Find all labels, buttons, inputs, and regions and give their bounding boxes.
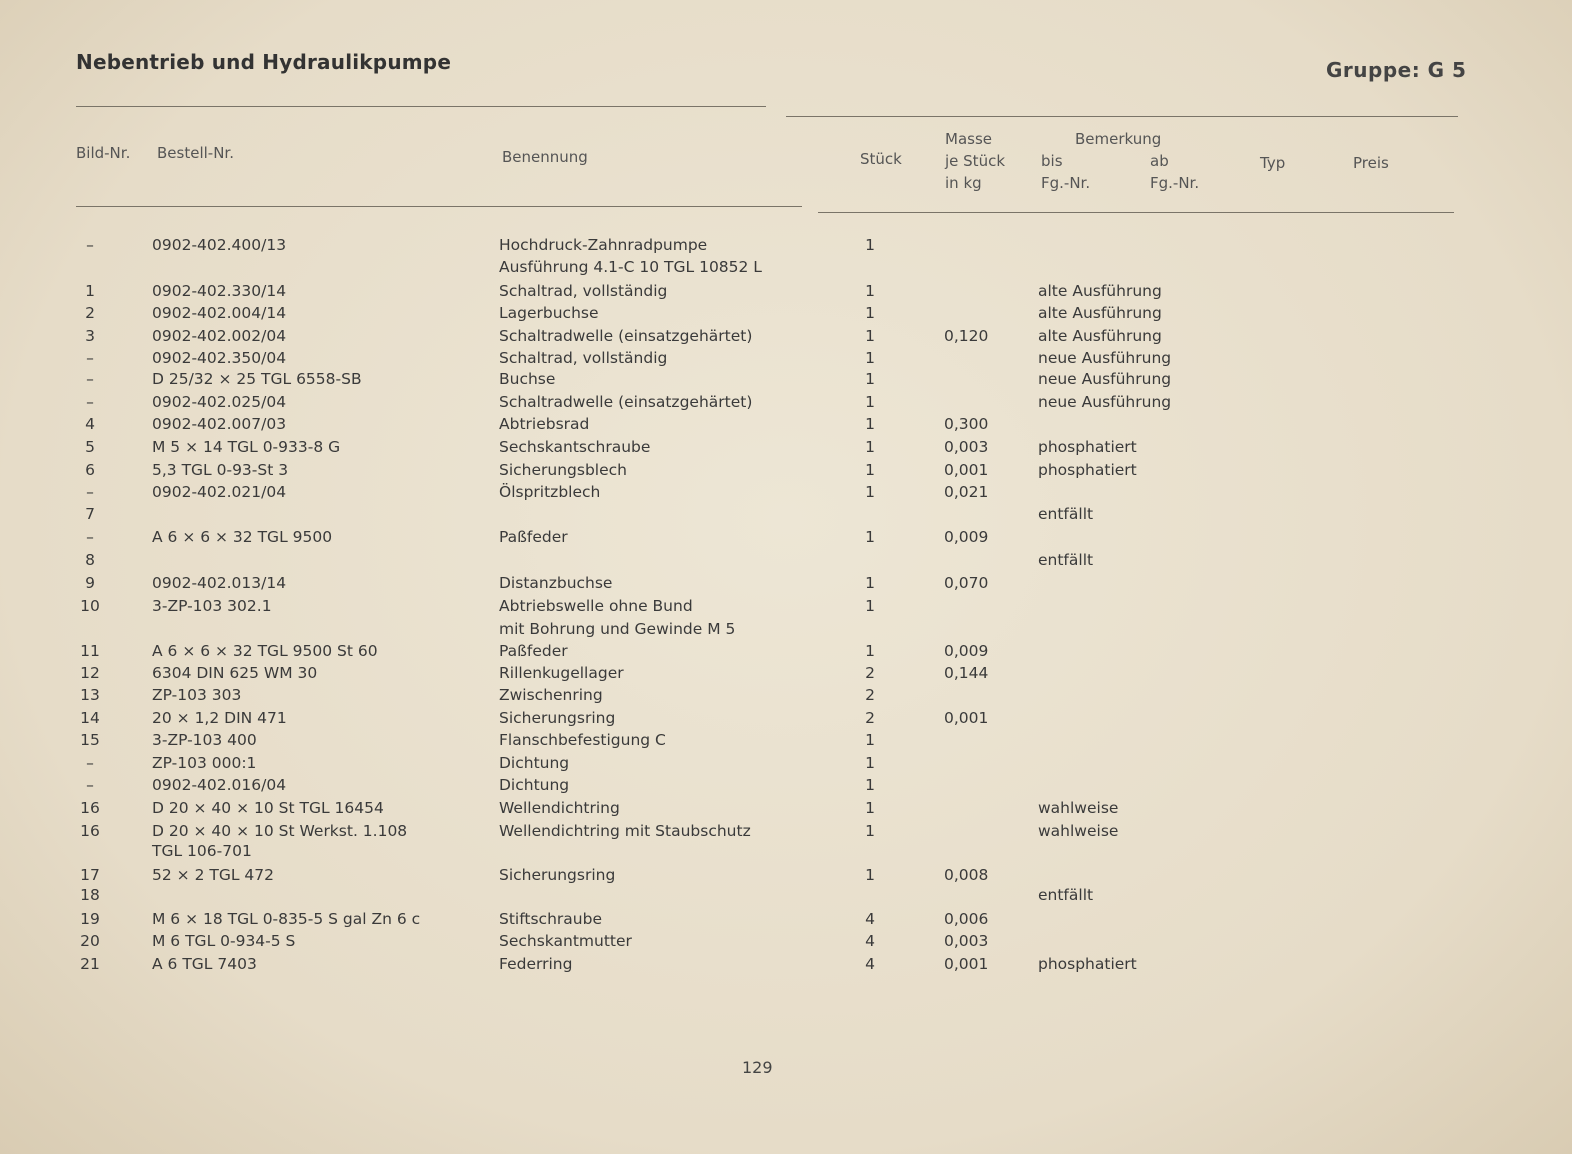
cell-stueck: 1 (865, 754, 875, 772)
cell-stueck: 1 (865, 574, 875, 592)
cell-benennung: Wellendichtring mit Staubschutz (499, 822, 751, 840)
table-row (0, 349, 1572, 371)
cell-masse: 0,006 (944, 910, 989, 928)
cell-bild: – (86, 370, 94, 388)
cell-masse: 0,300 (944, 415, 989, 433)
cell-stueck: 1 (865, 304, 875, 322)
cell-bestell-nr: 0902-402.021/04 (152, 483, 287, 501)
cell-bestell-nr: ZP-103 303 (152, 686, 242, 704)
cell-bild: 5 (85, 438, 95, 456)
table-row (0, 686, 1572, 708)
cell-bestell-nr: TGL 106-701 (152, 842, 252, 860)
cell-bild: – (86, 393, 94, 411)
page-title: Nebentrieb und Hydraulikpumpe (76, 50, 452, 74)
cell-bild: – (86, 754, 94, 772)
cell-bemerkung: neue Ausführung (1038, 393, 1172, 411)
cell-benennung: Distanzbuchse (499, 574, 613, 592)
cell-benennung: Buchse (499, 370, 556, 388)
cell-masse: 0,001 (944, 955, 989, 973)
cell-benennung: Lagerbuchse (499, 304, 599, 322)
cell-bemerkung: entfällt (1038, 886, 1094, 904)
col-header-preis: Preis (1353, 154, 1389, 172)
table-row (0, 754, 1572, 776)
cell-benennung: Wellendichtring (499, 799, 620, 817)
cell-bemerkung: wahlweise (1038, 822, 1119, 840)
cell-benennung: Sechskantschraube (499, 438, 651, 456)
cell-stueck: 1 (865, 597, 875, 615)
cell-benennung: Dichtung (499, 776, 570, 794)
cell-bemerkung: phosphatiert (1038, 461, 1137, 479)
cell-bestell-nr: M 6 TGL 0-934-5 S (152, 932, 296, 950)
cell-masse: 0,021 (944, 483, 989, 501)
cell-bild: – (86, 528, 94, 546)
cell-bestell-nr: 0902-402.330/14 (152, 282, 287, 300)
cell-bemerkung: phosphatiert (1038, 438, 1137, 456)
cell-stueck: 2 (865, 664, 875, 682)
cell-stueck: 1 (865, 327, 875, 345)
cell-benennung: Flanschbefestigung C (499, 731, 666, 749)
cell-masse: 0,003 (944, 438, 989, 456)
cell-stueck: 4 (865, 932, 875, 950)
cell-stueck: 1 (865, 393, 875, 411)
cell-bestell-nr: M 6 × 18 TGL 0-835-5 S gal Zn 6 c (152, 910, 421, 928)
table-row (0, 236, 1572, 258)
cell-stueck: 1 (865, 866, 875, 884)
cell-benennung: Sechskantmutter (499, 932, 632, 950)
cell-benennung: mit Bohrung und Gewinde M 5 (499, 620, 736, 638)
col-header-bild: Bild-Nr. (76, 144, 131, 162)
cell-bild: 17 (80, 866, 100, 884)
cell-masse: 0,001 (944, 461, 989, 479)
table-row (0, 528, 1572, 550)
col-header-masse-2: je Stück (945, 152, 1006, 170)
cell-bestell-nr: D 20 × 40 × 10 St Werkst. 1.108 (152, 822, 408, 840)
cell-bild: – (86, 349, 94, 367)
cell-stueck: 1 (865, 236, 875, 254)
cell-stueck: 1 (865, 438, 875, 456)
cell-bestell-nr: 52 × 2 TGL 472 (152, 866, 274, 884)
col-header-ab: ab (1150, 152, 1169, 170)
col-header-bemerkung: Bemerkung (1075, 130, 1162, 148)
table-row (0, 910, 1572, 932)
cell-stueck: 1 (865, 799, 875, 817)
cell-masse: 0,001 (944, 709, 989, 727)
cell-bestell-nr: 0902-402.350/04 (152, 349, 287, 367)
cell-benennung: Zwischenring (499, 686, 603, 704)
table-row (0, 776, 1572, 798)
cell-benennung: Abtriebsrad (499, 415, 590, 433)
cell-masse: 0,120 (944, 327, 989, 345)
cell-bestell-nr: 0902-402.007/03 (152, 415, 287, 433)
table-row (0, 505, 1572, 527)
cell-stueck: 1 (865, 282, 875, 300)
table-row (0, 886, 1572, 908)
cell-bestell-nr: 3-ZP-103 302.1 (152, 597, 272, 615)
cell-bestell-nr: 5,3 TGL 0-93-St 3 (152, 461, 289, 479)
table-row (0, 574, 1572, 596)
cell-bestell-nr: D 25/32 × 25 TGL 6558-SB (152, 370, 362, 388)
cell-benennung: Ausführung 4.1-C 10 TGL 10852 L (499, 258, 762, 276)
cell-bild: 9 (85, 574, 95, 592)
table-row (0, 842, 1572, 864)
cell-stueck: 1 (865, 370, 875, 388)
page-number: 129 (742, 1058, 773, 1077)
cell-stueck: 4 (865, 910, 875, 928)
cell-bemerkung: phosphatiert (1038, 955, 1137, 973)
cell-benennung: Paßfeder (499, 528, 568, 546)
cell-stueck: 2 (865, 686, 875, 704)
table-row (0, 258, 1572, 280)
cell-benennung: Schaltradwelle (einsatzgehärtet) (499, 393, 753, 411)
cell-bild: 2 (85, 304, 95, 322)
cell-bild: 6 (85, 461, 95, 479)
cell-bild: 15 (80, 731, 100, 749)
cell-stueck: 1 (865, 642, 875, 660)
cell-bestell-nr: M 5 × 14 TGL 0-933-8 G (152, 438, 341, 456)
table-row (0, 620, 1572, 642)
cell-bild: 21 (80, 955, 100, 973)
table-row (0, 731, 1572, 753)
col-header-ab-fg: Fg.-Nr. (1150, 174, 1200, 192)
group-label: Gruppe: G 5 (1326, 58, 1467, 82)
cell-benennung: Stiftschraube (499, 910, 602, 928)
table-row (0, 664, 1572, 686)
cell-benennung: Sicherungsring (499, 866, 616, 884)
table-row (0, 955, 1572, 977)
table-row (0, 551, 1572, 573)
cell-stueck: 2 (865, 709, 875, 727)
cell-bestell-nr: 0902-402.400/13 (152, 236, 287, 254)
cell-stueck: 1 (865, 349, 875, 367)
cell-bild: 7 (85, 505, 95, 523)
cell-bestell-nr: D 20 × 40 × 10 St TGL 16454 (152, 799, 384, 817)
cell-bemerkung: alte Ausführung (1038, 282, 1162, 300)
cell-benennung: Sicherungsring (499, 709, 616, 727)
cell-benennung: Schaltrad, vollständig (499, 282, 668, 300)
cell-stueck: 1 (865, 528, 875, 546)
table-row (0, 393, 1572, 415)
table-row (0, 282, 1572, 304)
col-header-masse-3: in kg (945, 174, 982, 192)
table-row (0, 438, 1572, 460)
cell-bestell-nr: 20 × 1,2 DIN 471 (152, 709, 287, 727)
cell-bestell-nr: 6304 DIN 625 WM 30 (152, 664, 318, 682)
table-row (0, 415, 1572, 437)
cell-bestell-nr: A 6 TGL 7403 (152, 955, 257, 973)
col-header-bis-fg: Fg.-Nr. (1041, 174, 1091, 192)
cell-benennung: Sicherungsblech (499, 461, 627, 479)
cell-benennung: Schaltradwelle (einsatzgehärtet) (499, 327, 753, 345)
cell-bild: 1 (85, 282, 95, 300)
col-header-masse-1: Masse (945, 130, 992, 148)
table-row (0, 709, 1572, 731)
cell-bestell-nr: 0902-402.004/14 (152, 304, 287, 322)
table-row (0, 370, 1572, 392)
cell-bemerkung: neue Ausführung (1038, 370, 1172, 388)
cell-benennung: Schaltrad, vollständig (499, 349, 668, 367)
cell-bestell-nr: 0902-402.002/04 (152, 327, 287, 345)
cell-stueck: 1 (865, 415, 875, 433)
cell-stueck: 1 (865, 731, 875, 749)
col-header-benennung: Benennung (502, 148, 588, 166)
cell-bild: – (86, 776, 94, 794)
cell-bild: 8 (85, 551, 95, 569)
cell-bestell-nr: 0902-402.025/04 (152, 393, 287, 411)
cell-bestell-nr: 3-ZP-103 400 (152, 731, 257, 749)
cell-bild: – (86, 483, 94, 501)
cell-masse: 0,009 (944, 642, 989, 660)
cell-masse: 0,144 (944, 664, 989, 682)
col-header-bis: bis (1041, 152, 1063, 170)
cell-bild: 4 (85, 415, 95, 433)
cell-bemerkung: wahlweise (1038, 799, 1119, 817)
cell-bestell-nr: A 6 × 6 × 32 TGL 9500 St 60 (152, 642, 378, 660)
cell-stueck: 1 (865, 461, 875, 479)
cell-benennung: Hochdruck-Zahnradpumpe (499, 236, 708, 254)
cell-stueck: 1 (865, 483, 875, 501)
table-row (0, 483, 1572, 505)
cell-bestell-nr: A 6 × 6 × 32 TGL 9500 (152, 528, 333, 546)
table-row (0, 866, 1572, 888)
table-row (0, 822, 1572, 844)
table-row (0, 799, 1572, 821)
cell-benennung: Ölspritzblech (499, 483, 601, 501)
cell-benennung: Federring (499, 955, 573, 973)
cell-bestell-nr: 0902-402.016/04 (152, 776, 287, 794)
cell-bild: 20 (80, 932, 100, 950)
cell-benennung: Rillenkugellager (499, 664, 624, 682)
cell-bild: 19 (80, 910, 100, 928)
cell-bild: 14 (80, 709, 100, 727)
cell-stueck: 1 (865, 776, 875, 794)
cell-masse: 0,070 (944, 574, 989, 592)
cell-benennung: Dichtung (499, 754, 570, 772)
cell-bild: 16 (80, 799, 100, 817)
cell-masse: 0,008 (944, 866, 989, 884)
table-row (0, 597, 1572, 619)
cell-bild: – (86, 236, 94, 254)
cell-bild: 3 (85, 327, 95, 345)
cell-bild: 12 (80, 664, 100, 682)
cell-bild: 16 (80, 822, 100, 840)
cell-benennung: Abtriebswelle ohne Bund (499, 597, 693, 615)
cell-stueck: 4 (865, 955, 875, 973)
cell-bild: 18 (80, 886, 100, 904)
cell-bemerkung: alte Ausführung (1038, 304, 1162, 322)
cell-bestell-nr: ZP-103 000:1 (152, 754, 257, 772)
cell-masse: 0,003 (944, 932, 989, 950)
cell-bemerkung: entfällt (1038, 551, 1094, 569)
cell-bild: 11 (80, 642, 100, 660)
cell-bild: 10 (80, 597, 100, 615)
table-row (0, 932, 1572, 954)
table-row (0, 304, 1572, 326)
cell-bemerkung: neue Ausführung (1038, 349, 1172, 367)
table-row (0, 642, 1572, 664)
cell-bemerkung: entfällt (1038, 505, 1094, 523)
col-header-stueck: Stück (860, 150, 902, 168)
col-header-typ: Typ (1260, 154, 1286, 172)
cell-bestell-nr: 0902-402.013/14 (152, 574, 287, 592)
cell-masse: 0,009 (944, 528, 989, 546)
cell-bemerkung: alte Ausführung (1038, 327, 1162, 345)
table-row (0, 327, 1572, 349)
cell-bild: 13 (80, 686, 100, 704)
table-row (0, 461, 1572, 483)
cell-stueck: 1 (865, 822, 875, 840)
col-header-bestell: Bestell-Nr. (157, 144, 234, 162)
cell-benennung: Paßfeder (499, 642, 568, 660)
